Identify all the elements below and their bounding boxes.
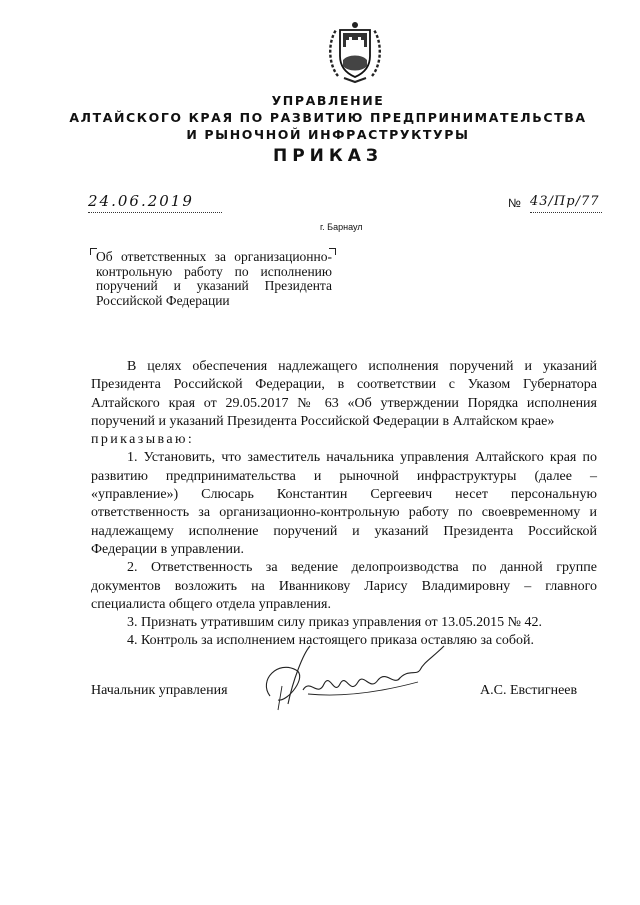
number-label: № xyxy=(508,196,521,210)
agency-name-line-2: АЛТАЙСКОГО КРАЯ ПО РАЗВИТИЮ ПРЕДПРИНИМАТЕЛЬСТВА xyxy=(69,110,587,125)
order-item-2: 2. Ответственность за ведение делопроизводства по данной группе документов возложить на Иванникову Ларису Владимировну – главного специалиста общего отдела управления. xyxy=(91,560,597,612)
order-item-1: 1. Установить, что заместитель начальника управления Алтайского края по развитию предпринимательства и рыночной инфраструктуры (далее – «управление») Слюсарь Константин Сергеевич несет персональную ответственность за организационно-контрольную работу по своевременному и надлежащему исполнение поручений и указаний Президента Российской Федерации в управлении. xyxy=(91,450,597,557)
city: г. Барнаул xyxy=(320,222,363,232)
document-title: ПРИКАЗ xyxy=(272,146,384,166)
order-item-4: 4. Контроль за исполнением настоящего приказа оставляю за собой. xyxy=(127,633,535,649)
signatory-position: Начальник управления xyxy=(91,683,228,698)
agency-name-line-3: И РЫНОЧНОЙ ИНФРАСТРУКТУРЫ xyxy=(186,127,470,142)
handwritten-date: 24.06.2019 xyxy=(88,192,194,210)
handwritten-number: 43/Пр/77 xyxy=(530,194,600,209)
number-field xyxy=(530,192,602,213)
handwritten-signature xyxy=(248,640,458,720)
signatory-name: А.С. Евстигнеев xyxy=(480,683,578,698)
coat-of-arms-emblem xyxy=(326,20,384,86)
date-field xyxy=(88,192,222,213)
order-item-3: 3. Признать утратившим силу приказ управления от 13.05.2015 № 42. xyxy=(127,615,543,631)
preamble-paragraph: В целях обеспечения надлежащего исполнения поручений и указаний Президента Российской Федерации, в соответствии с Указом Губернатора Алтайского края от 29.05.2017 № 63 «Об утверждении Порядка исполнения поручений и указаний Президента Российской Федерации в Алтайском крае» xyxy=(91,359,597,429)
orders-word: приказываю: xyxy=(91,432,195,448)
agency-name-line-1: УПРАВЛЕНИЕ xyxy=(271,93,385,108)
order-body xyxy=(91,358,597,651)
order-subject: Об ответственных за организационно-контрольную работу по исполнению поручений и указаний Президента Российской Федерации xyxy=(96,249,332,308)
